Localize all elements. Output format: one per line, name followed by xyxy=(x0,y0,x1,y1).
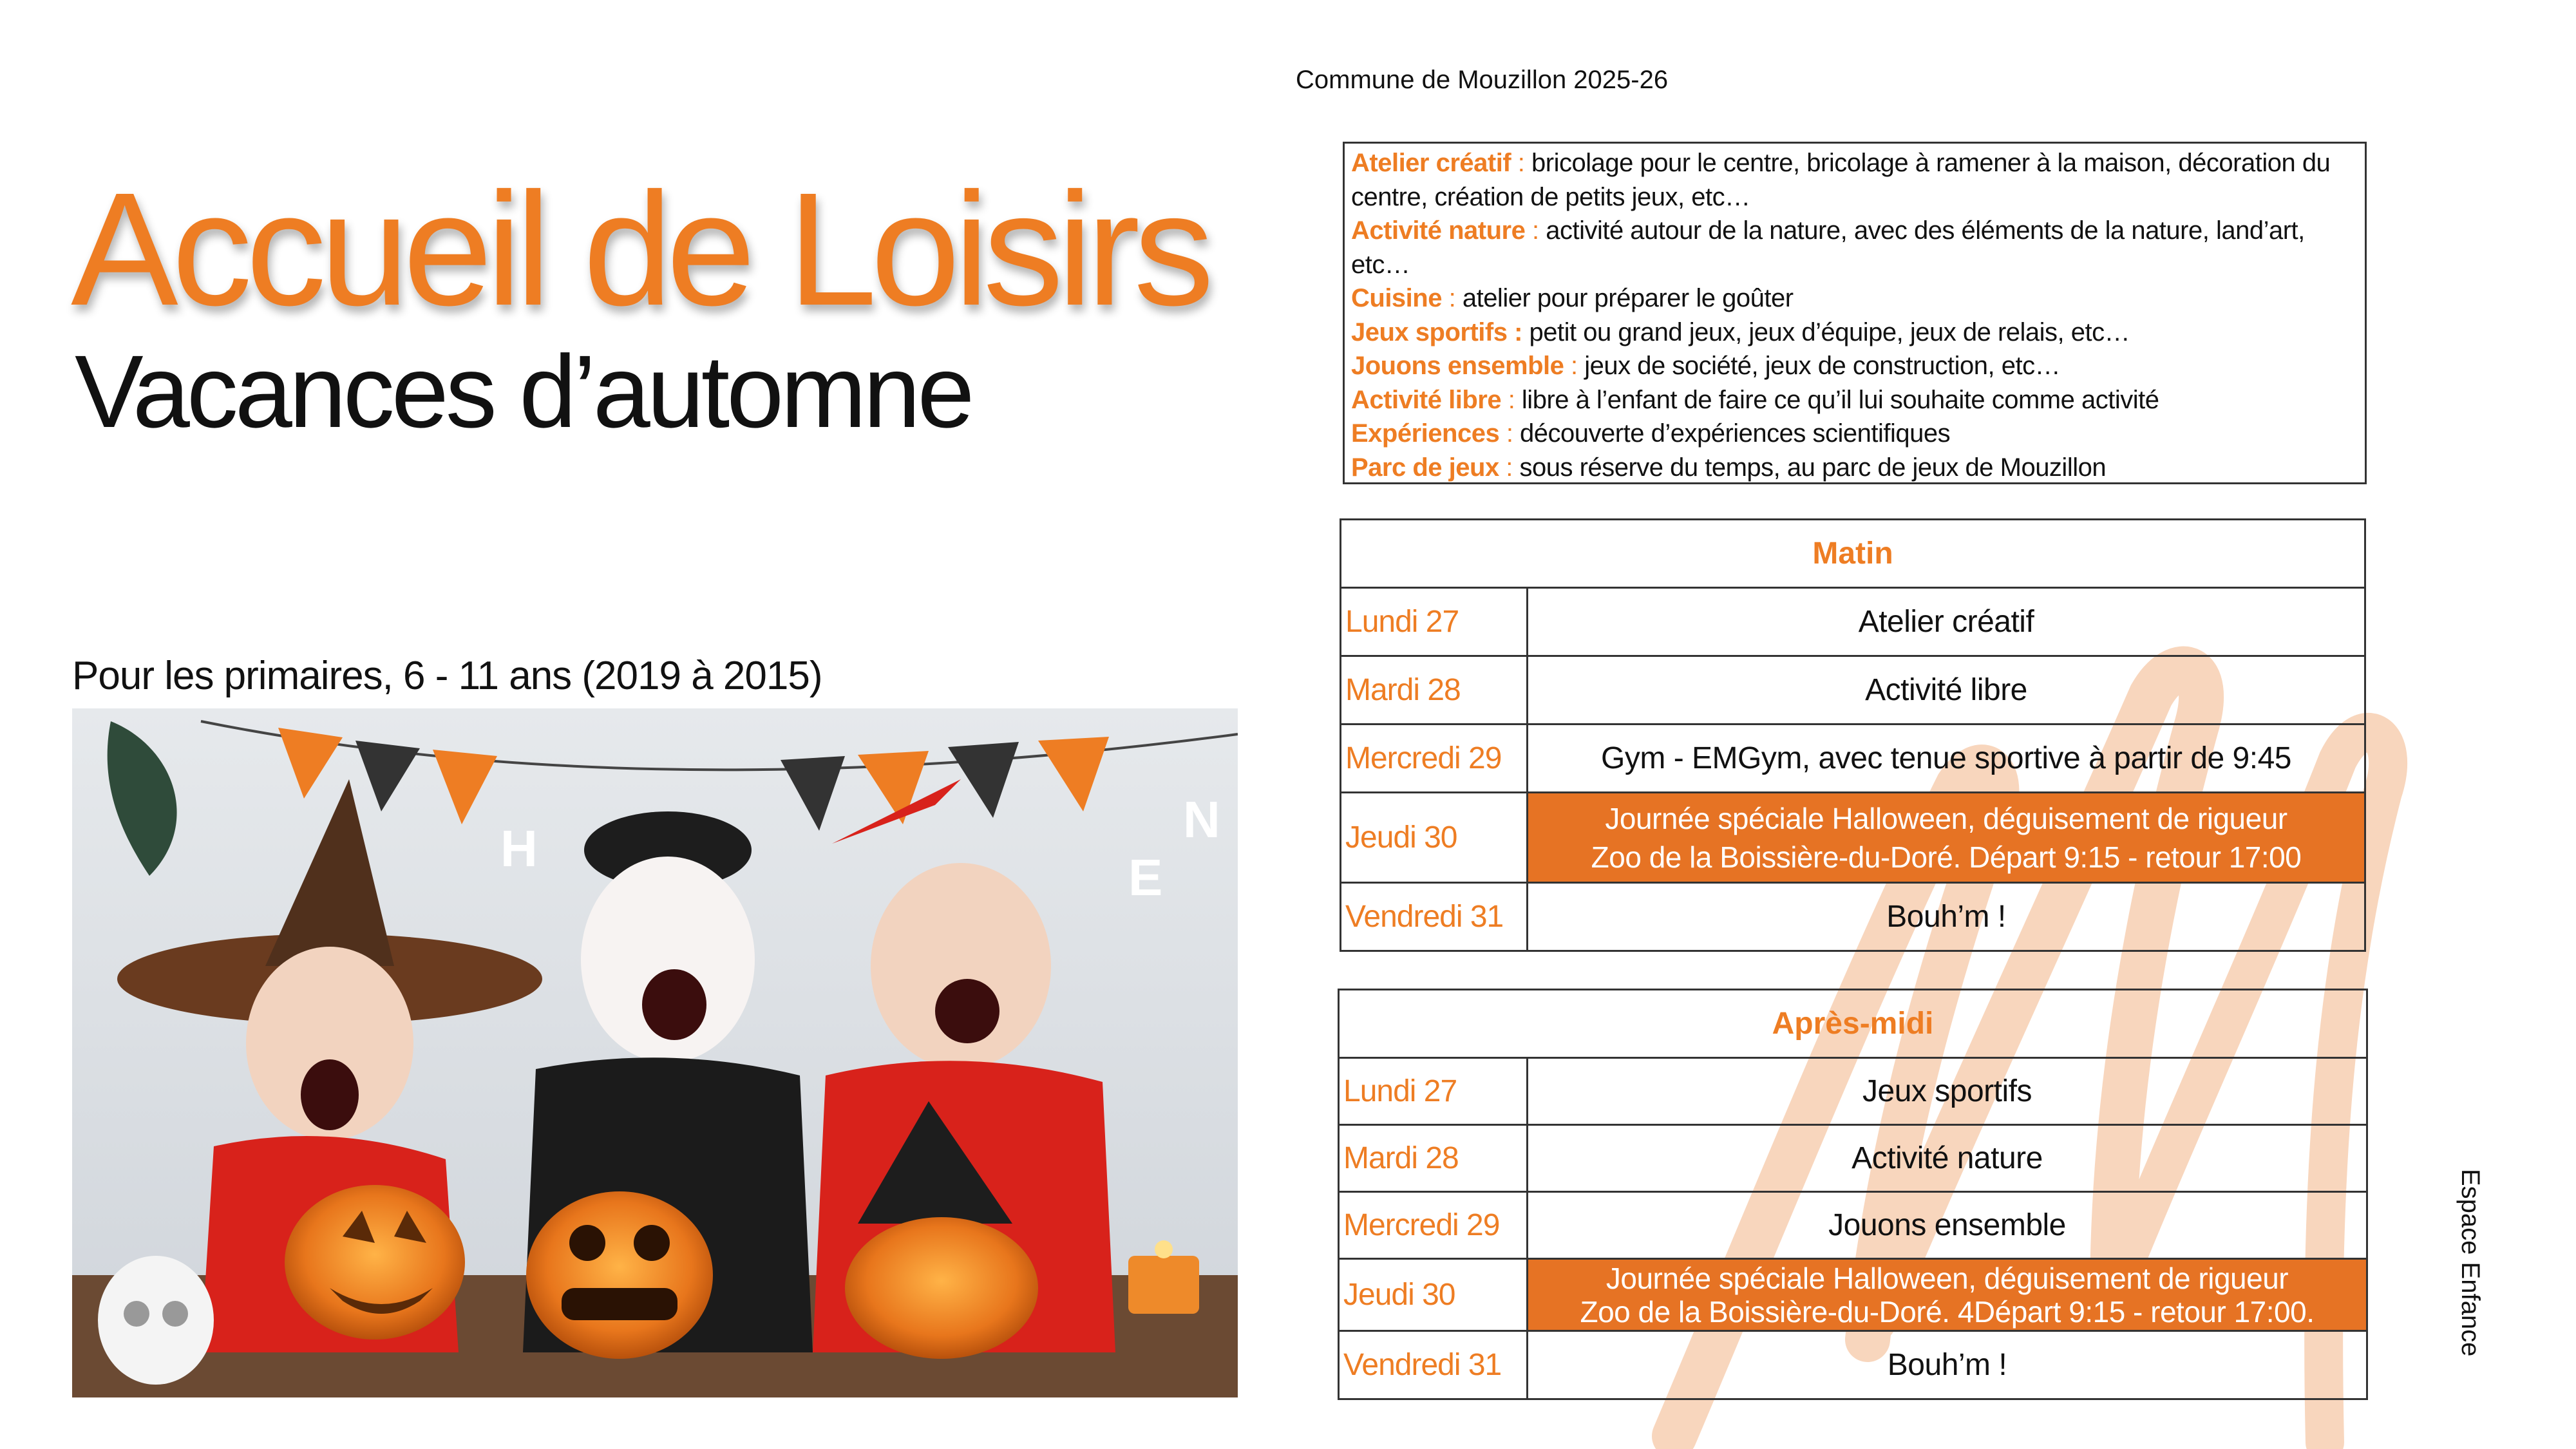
legend-separator: : xyxy=(1511,149,1532,177)
table-row xyxy=(1339,1331,2367,1399)
legend-separator: : xyxy=(1499,419,1520,448)
legend-name: Atelier créatif xyxy=(1351,149,1511,177)
table-row-highlight xyxy=(1339,1259,2367,1331)
legend-item xyxy=(1351,146,2358,214)
page-subtitle: Vacances d’automne xyxy=(75,334,972,449)
activity-cell-highlight xyxy=(1528,1259,2367,1331)
activity-cell: Activité nature xyxy=(1528,1125,2367,1192)
legend-name: Jouons ensemble xyxy=(1351,352,1564,380)
audience-text: Pour les primaires, 6 - 11 ans (2019 à 2015) xyxy=(72,654,822,698)
table-row xyxy=(1341,724,2365,793)
activity-line: Zoo de la Boissière-du-Doré. Départ 9:15 - retour 17:00 xyxy=(1591,840,2302,874)
activity-line: Journée spéciale Halloween, déguisement de rigueur xyxy=(1605,801,2287,835)
legend-name: Parc de jeux xyxy=(1351,453,1499,482)
legend-name: Cuisine xyxy=(1351,284,1442,312)
legend-item xyxy=(1351,281,2358,316)
legend-item xyxy=(1351,349,2358,383)
table-row-highlight xyxy=(1341,793,2365,883)
day-cell: Lundi 27 xyxy=(1339,1058,1528,1125)
skull-decoration xyxy=(98,1256,214,1385)
activity-cell: Jouons ensemble xyxy=(1528,1192,2367,1259)
legend-separator: : xyxy=(1501,385,1522,414)
afternoon-schedule-table xyxy=(1338,989,2368,1400)
activity-cell: Bouh’m ! xyxy=(1528,883,2365,951)
table-row xyxy=(1339,1125,2367,1192)
commune-label: Commune de Mouzillon 2025-26 xyxy=(1296,66,1669,94)
legend-separator: : xyxy=(1525,216,1546,245)
morning-schedule-table xyxy=(1340,518,2366,952)
legend-separator: : xyxy=(1441,284,1463,312)
activity-cell: Jeux sportifs xyxy=(1528,1058,2367,1125)
day-cell: Mercredi 29 xyxy=(1341,724,1528,793)
legend-item xyxy=(1351,316,2358,350)
legend-item xyxy=(1351,451,2358,485)
day-cell: Jeudi 30 xyxy=(1339,1259,1528,1331)
halloween-photo xyxy=(72,708,1238,1397)
legend-desc: petit ou grand jeux, jeux d’équipe, jeux de relais, etc… xyxy=(1529,317,2130,346)
day-cell: Mardi 28 xyxy=(1341,656,1528,724)
legend-desc: sous réserve du temps, au parc de jeux de Mouzillon xyxy=(1519,453,2107,482)
legend-name: Activité nature xyxy=(1351,216,1526,245)
legend-desc: libre à l’enfant de faire ce qu’il lui souhaite comme activité xyxy=(1521,385,2159,414)
day-cell: Lundi 27 xyxy=(1341,588,1528,656)
activity-cell: Bouh’m ! xyxy=(1528,1331,2367,1399)
day-cell: Mercredi 29 xyxy=(1339,1192,1528,1259)
halloween-illustration xyxy=(72,708,1238,1397)
legend-name: Activité libre xyxy=(1351,385,1502,414)
legend-name: Expériences xyxy=(1351,419,1500,448)
legend-desc: activité autour de la nature, avec des éléments de la nature, land’art, etc… xyxy=(1351,216,2305,279)
table-row xyxy=(1339,1058,2367,1125)
legend-desc: bricolage pour le centre, bricolage à ramener à la maison, décoration du centre, création de petits jeux, etc… xyxy=(1351,149,2331,211)
day-cell: Vendredi 31 xyxy=(1339,1331,1528,1399)
activity-cell-highlight xyxy=(1528,793,2365,883)
activity-line: Zoo de la Boissière-du-Doré. 4Départ 9:15 - retour 17:00. xyxy=(1580,1294,2315,1329)
pumpkin-left xyxy=(285,1185,465,1340)
table-row xyxy=(1341,883,2365,951)
banner-letter-n: N xyxy=(1183,791,1220,848)
legend-item xyxy=(1351,417,2358,451)
day-cell: Mardi 28 xyxy=(1339,1125,1528,1192)
legend-item xyxy=(1351,383,2358,417)
legend-item xyxy=(1351,214,2358,281)
pumpkin-center xyxy=(526,1191,713,1359)
side-label: Espace Enfance xyxy=(2456,1169,2485,1357)
legend-desc: atelier pour préparer le goûter xyxy=(1462,284,1794,312)
legend-name: Jeux sportifs : xyxy=(1351,317,1522,346)
table-row xyxy=(1341,588,2365,656)
activity-cell: Atelier créatif xyxy=(1528,588,2365,656)
page-title: Accueil de Loisirs xyxy=(71,159,1208,339)
activity-cell: Gym - EMGym, avec tenue sportive à partir de 9:45 xyxy=(1528,724,2365,793)
morning-heading: Matin xyxy=(1341,520,2365,588)
table-row xyxy=(1339,1192,2367,1259)
activity-cell: Activité libre xyxy=(1528,656,2365,724)
banner-letter-e: E xyxy=(1128,849,1163,906)
legend-separator xyxy=(1522,318,1530,346)
legend-separator: : xyxy=(1564,352,1585,380)
activity-line: Journée spéciale Halloween, déguisement de rigueur xyxy=(1605,1261,2289,1295)
legend-desc: découverte d’expériences scientifiques xyxy=(1520,419,1951,448)
day-cell: Jeudi 30 xyxy=(1341,793,1528,883)
day-cell: Vendredi 31 xyxy=(1341,883,1528,951)
activity-legend xyxy=(1343,142,2367,484)
table-header-row xyxy=(1341,520,2365,588)
table-row xyxy=(1341,656,2365,724)
legend-desc: jeux de société, jeux de construction, etc… xyxy=(1584,352,2061,380)
banner-letter-h: H xyxy=(500,820,538,877)
afternoon-heading: Après-midi xyxy=(1339,990,2367,1058)
table-header-row xyxy=(1339,990,2367,1058)
legend-separator: : xyxy=(1499,453,1520,482)
